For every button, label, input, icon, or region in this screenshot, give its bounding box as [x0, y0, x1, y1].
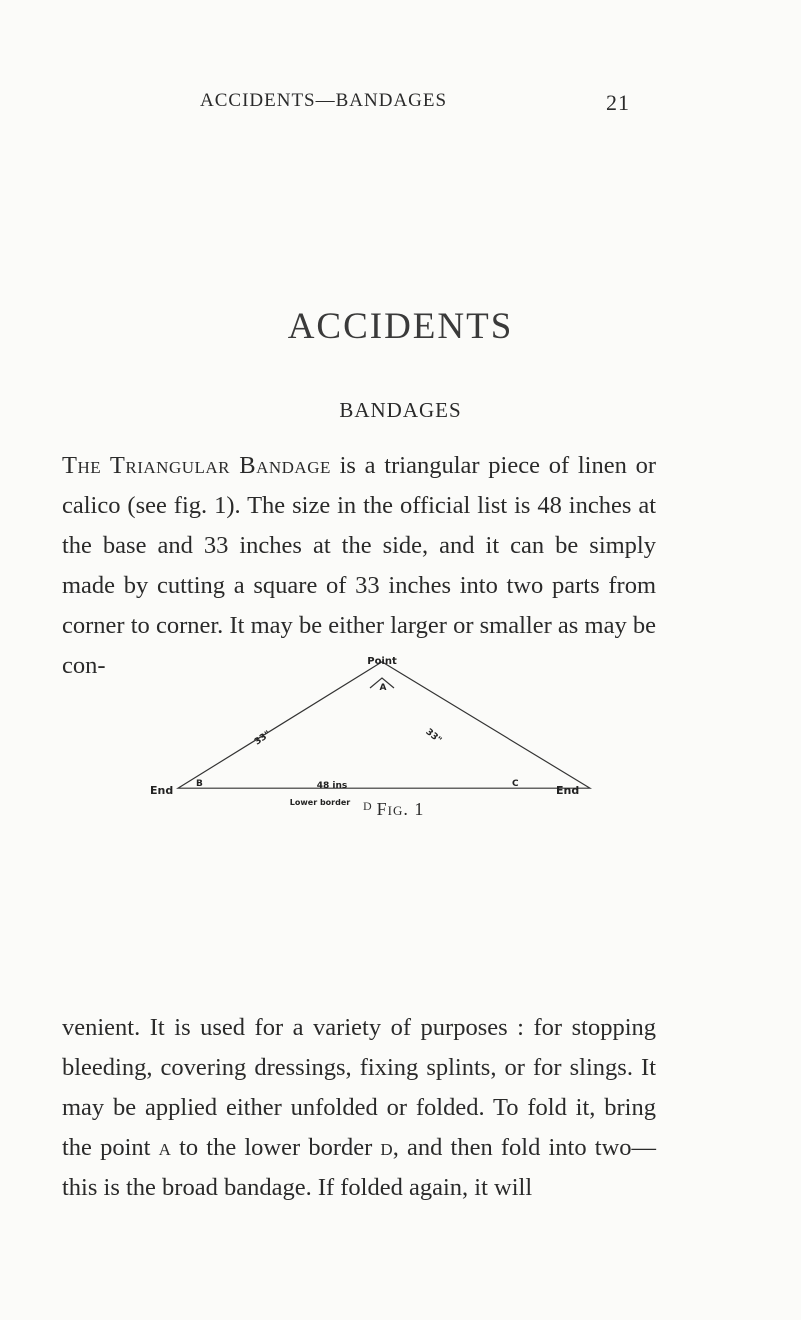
- letter-a: a: [158, 1134, 171, 1161]
- right-end-label: End: [556, 784, 580, 797]
- lead-in-text: The Triangular Bandage: [62, 452, 331, 479]
- apex-letter: A: [379, 683, 387, 693]
- page-number: 21: [606, 90, 630, 115]
- running-title: ACCIDENTS—BANDAGES: [200, 90, 448, 111]
- lower-border-letter: D: [363, 799, 372, 813]
- figure-caption: Fig. 1: [376, 799, 425, 819]
- paragraph-text-2: to the lower border: [170, 1134, 381, 1161]
- right-side-label: 33": [423, 727, 444, 746]
- base-left-letter: B: [196, 779, 203, 789]
- paragraph-body: is a triangular piece of linen or calico (see fig. 1). The size in the official list is 48 inches at the base and 33 inches at the side, and it can be simply made by cutting a square of 33 inches into two parts from corner to corner. It may be either larger or smaller as may be con-: [62, 452, 656, 679]
- chapter-title: ACCIDENTS: [287, 306, 514, 347]
- point-label: Point: [367, 656, 397, 667]
- section-subtitle: BANDAGES: [339, 398, 462, 422]
- paragraph-usage: [62, 1008, 656, 1208]
- base-measure: 48 ins: [316, 781, 348, 791]
- base-right-letter: C: [512, 779, 519, 789]
- lower-border-label: Lower border: [289, 798, 351, 807]
- triangle-outline: [178, 662, 590, 788]
- letter-d: d: [380, 1134, 393, 1161]
- left-side-label: 33": [252, 729, 273, 748]
- paragraph-text-3: , and then fold into two—this is the broad bandage. If folded again, it will: [62, 1134, 657, 1201]
- paragraph-text-1: venient. It is used for a variety of purposes : for stopping bleeding, covering dressings, fixing splints, or for slings. It may be applied either unfolded or folded. To fold it, bring the point: [62, 1014, 656, 1161]
- left-end-label: End: [150, 784, 174, 797]
